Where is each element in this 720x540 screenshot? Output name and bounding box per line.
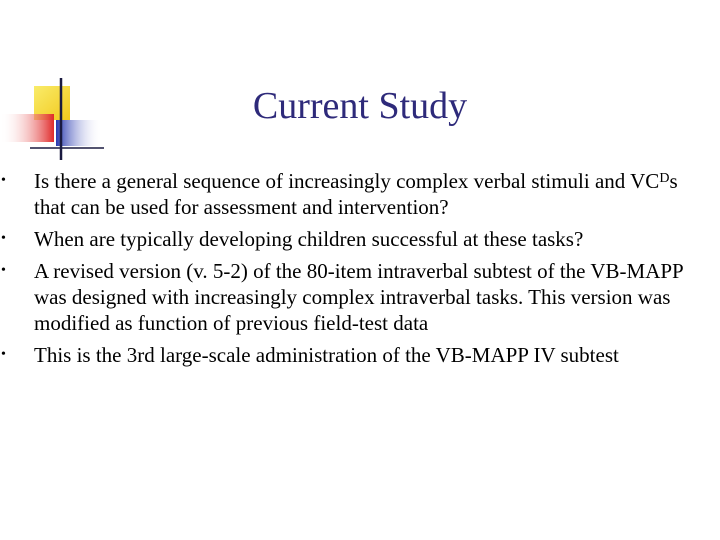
bullet-list: [0, 168, 720, 374]
bullet-glyph: •: [1, 173, 6, 188]
superscript-d: D: [659, 171, 670, 186]
bullet-glyph: •: [1, 231, 6, 246]
slide-title: Current Study: [252, 85, 468, 127]
deco-red-bar: [0, 114, 54, 142]
bullet-text: This is the 3rd large-scale administration of the VB-MAPP IV subtest: [34, 343, 619, 367]
bullet-text: When are typically developing children successful at these tasks?: [34, 227, 584, 251]
bullet-item: [0, 342, 720, 368]
decorative-corner-graphic: [0, 0, 110, 170]
bullet-item: [0, 226, 720, 252]
bullet-glyph: •: [1, 347, 6, 362]
bullet-item: [0, 258, 720, 336]
bullet-text: A revised version (v. 5-2) of the 80-item intraverbal subtest of the VB-MAPP was designed with increasingly complex intraverbal tasks. This version was modified as function of previous field-test data: [34, 259, 683, 335]
bullet-text-part: Is there a general sequence of increasingly complex verbal stimuli and VC: [34, 169, 660, 193]
deco-blue-bar: [56, 120, 102, 146]
bullet-text: [34, 169, 678, 219]
bullet-item: [0, 168, 720, 220]
bullet-text-part: s that can be used for assessment and intervention?: [34, 169, 678, 219]
bullet-glyph: •: [1, 263, 6, 278]
